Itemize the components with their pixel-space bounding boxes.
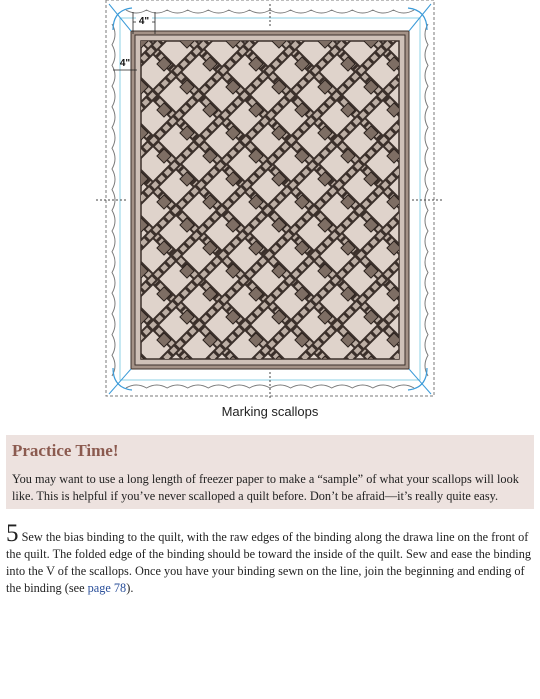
practice-tip-box	[6, 435, 534, 509]
dimension-left-label: 4"	[119, 58, 131, 69]
lattice-band-detail	[437, 11, 540, 400]
page-link[interactable]: page 78	[87, 581, 127, 595]
lattice-band-detail	[0, 11, 145, 400]
tip-title: Practice Time!	[12, 441, 119, 460]
lattice-band-detail	[391, 11, 540, 400]
lattice-band	[0, 11, 99, 400]
lattice-band	[483, 11, 540, 400]
lattice-band	[0, 11, 7, 400]
step-number: 5	[6, 520, 19, 547]
lattice-pattern	[0, 11, 540, 400]
lattice-band	[437, 11, 540, 400]
lattice-band	[0, 11, 53, 400]
lattice-band-detail	[529, 11, 540, 400]
dimension-top-label: 4"	[138, 16, 150, 27]
lattice-band-detail	[0, 11, 99, 400]
lattice-band	[0, 11, 145, 400]
step-paragraph	[6, 520, 534, 597]
step-text-end: ).	[126, 581, 134, 595]
lattice-band-detail	[0, 11, 7, 400]
figure-caption: Marking scallops	[221, 404, 319, 419]
lattice-band	[529, 11, 540, 400]
step-text: Sew the bias binding to the quilt, with the raw edges of the binding along the drawa line on the front of the quilt. The folded edge of the binding should be toward the inside of the quilt. Sew and ease the binding into the V of the scallops. Once you have your binding sewn on the line, join the beginning and ending of the binding (see	[6, 530, 532, 595]
lattice-band-detail	[0, 11, 53, 400]
lattice-band	[391, 11, 540, 400]
tip-body: You may want to use a long length of freezer paper to make a “sample” of what your scallops will look like. This is helpful if you’ve never scalloped a quilt before. Don’t be afraid—it’s really quite easy.	[12, 472, 519, 503]
lattice-band-detail	[483, 11, 540, 400]
